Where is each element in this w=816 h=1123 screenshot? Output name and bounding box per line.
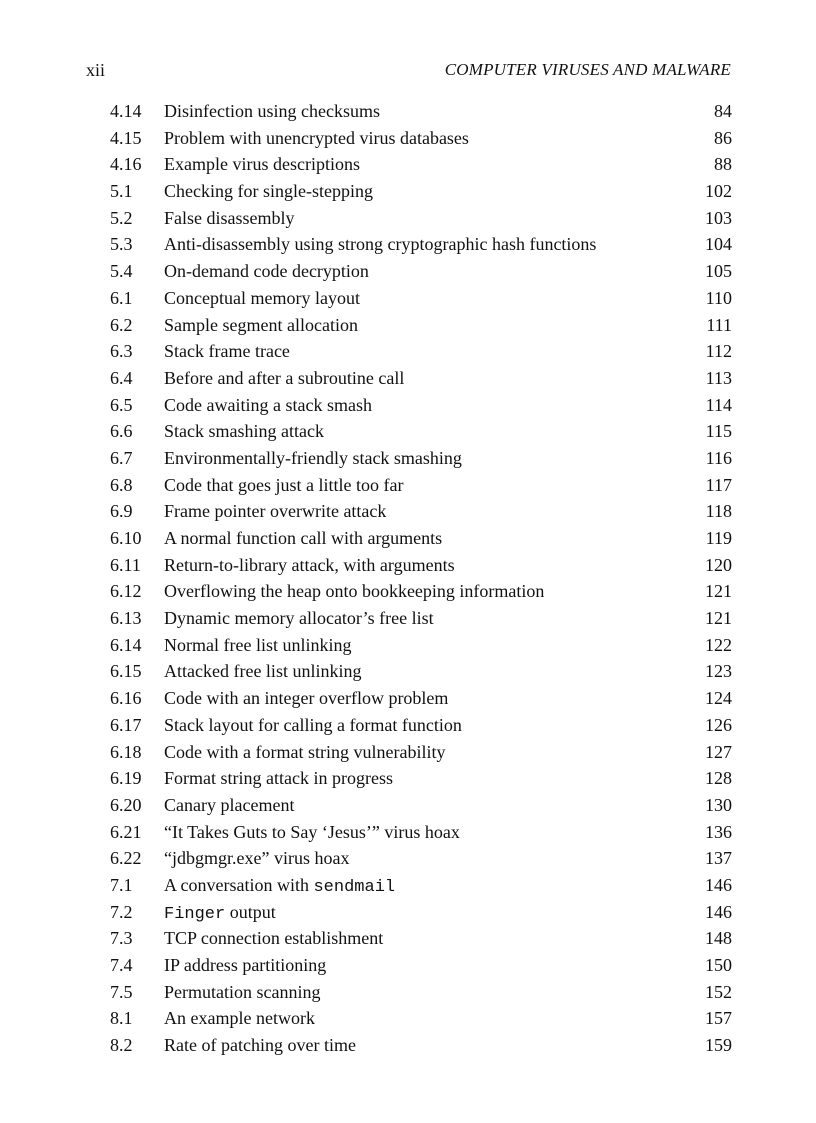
figure-title: False disassembly [164,207,295,228]
figure-title: Frame pointer overwrite attack [164,501,387,522]
list-item [86,552,732,579]
list-item [86,472,732,499]
page-reference: 148 [705,928,732,949]
page-reference: 146 [705,901,732,922]
figure-number: 6.15 [110,661,142,682]
list-item [86,578,732,605]
page-reference: 102 [705,181,732,202]
figure-title: Conceptual memory layout [164,287,360,308]
list-item [86,525,732,552]
figure-title: Stack frame trace [164,341,290,362]
list-item [86,739,732,766]
figure-number: 6.7 [110,447,133,468]
list-item [86,632,732,659]
figure-number: 5.4 [110,261,133,282]
figure-title: “It Takes Guts to Say ‘Jesus’” virus hoax [164,821,460,842]
page-reference: 136 [705,821,732,842]
page-header [86,60,731,86]
figure-title: Normal free list unlinking [164,634,352,655]
figure-number: 6.17 [110,714,142,735]
page-reference: 103 [705,207,732,228]
figure-title: Overflowing the heap onto bookkeeping information [164,581,545,602]
list-item [86,685,732,712]
figure-title: Checking for single-stepping [164,181,373,202]
list-item [86,258,732,285]
list-item [86,338,732,365]
figure-number: 6.18 [110,741,142,762]
figure-title: Format string attack in progress [164,768,393,789]
figure-title-text: A conversation with [164,874,314,895]
figure-number: 6.13 [110,608,142,629]
figure-number: 6.11 [110,554,141,575]
page-reference: 113 [705,367,732,388]
list-item [86,952,732,979]
list-item [86,792,732,819]
page-reference: 114 [705,394,732,415]
page-reference: 117 [705,474,732,495]
list-item [86,445,732,472]
page-reference: 159 [705,1035,732,1056]
command-name: Finger [164,904,226,924]
figure-title: Rate of patching over time [164,1035,356,1056]
figure-number: 7.4 [110,955,133,975]
figure-number: 6.3 [110,341,133,362]
figure-number: 6.22 [110,848,142,869]
page-reference: 105 [705,261,732,282]
figure-title: “jdbgmgr.exe” virus hoax [164,848,350,869]
list-item [86,178,732,205]
list-item [86,765,732,792]
list-item [86,1005,732,1032]
list-item [86,151,732,178]
figure-title: Disinfection using checksums [164,101,380,121]
list-item [86,98,732,125]
figure-number: 6.4 [110,367,133,388]
figure-number: 7.1 [110,874,133,895]
figure-number: 6.19 [110,768,142,789]
page-reference: 146 [705,874,732,895]
figure-number: 6.12 [110,581,142,602]
page-reference: 119 [705,528,732,548]
page-reference: 127 [705,741,732,762]
figure-number: 6.1 [110,287,133,308]
figure-title: Sample segment allocation [164,314,358,335]
figure-number: 7.3 [110,928,133,949]
figure-title: Anti-disassembly using strong cryptographic hash functions [164,234,597,255]
page-reference: 122 [705,634,732,655]
page-reference: 110 [705,287,732,308]
figure-number: 6.9 [110,501,133,522]
figure-title: Code that goes just a little too far [164,474,404,495]
page-reference: 88 [714,154,732,175]
page-reference: 124 [705,688,732,709]
list-item [86,125,732,152]
figure-number: 5.2 [110,207,133,228]
figure-title: Environmentally-friendly stack smashing [164,447,462,468]
figure-title: Code with a format string vulnerability [164,741,446,762]
figure-title: Dynamic memory allocator’s free list [164,608,434,629]
figure-title: A normal function call with arguments [164,528,443,548]
page-reference: 104 [705,234,732,255]
figure-title: Permutation scanning [164,981,321,1002]
page-reference: 116 [705,447,732,468]
figure-title: Attacked free list unlinking [164,661,362,682]
figure-number: 5.1 [110,181,133,202]
figure-number: 6.8 [110,474,133,495]
figure-number: 6.5 [110,394,133,415]
figure-number: 6.10 [110,528,142,548]
figure-number: 6.6 [110,421,133,442]
figure-number: 6.20 [110,794,142,815]
figure-title: Code awaiting a stack smash [164,394,372,415]
list-item [86,498,732,525]
page-reference: 121 [705,608,732,629]
page-reference: 126 [705,714,732,735]
page-reference: 111 [706,314,732,335]
running-title: COMPUTER VIRUSES AND MALWARE [444,60,731,79]
page-reference: 152 [705,981,732,1002]
figure-number: 7.5 [110,981,133,1002]
page-reference: 115 [705,421,732,442]
list-item [86,845,732,872]
figure-title: An example network [164,1008,315,1029]
list-item [86,205,732,232]
figure-title: Example virus descriptions [164,154,360,175]
list-item [86,925,732,952]
figure-number: 6.16 [110,688,142,709]
figure-title [164,872,395,902]
list-item [86,365,732,392]
figure-title: Canary placement [164,794,295,815]
list-item [86,285,732,312]
figure-title: Problem with unencrypted virus databases [164,127,469,148]
page-reference: 123 [705,661,732,682]
figure-number: 7.2 [110,901,133,922]
figure-title-text: output [225,901,276,922]
figure-number: 6.14 [110,634,142,655]
figure-title: TCP connection establishment [164,928,384,949]
list-item [86,819,732,846]
page-reference: 86 [714,127,732,148]
figure-title: Code with an integer overflow problem [164,688,449,709]
list-item [86,231,732,258]
figure-title: Stack layout for calling a format function [164,714,462,735]
page-reference: 112 [705,341,732,362]
page-reference: 157 [705,1008,732,1029]
list-item [86,1032,732,1059]
figure-title: On-demand code decryption [164,261,369,282]
figure-title: Stack smashing attack [164,421,324,442]
list-item [86,658,732,685]
figure-number: 6.2 [110,314,133,335]
figure-number: 4.15 [110,127,142,148]
page-reference: 128 [705,768,732,789]
page-reference: 121 [705,581,732,602]
figure-title: Return-to-library attack, with arguments [164,554,455,575]
figure-title: Before and after a subroutine call [164,367,405,388]
list-item [86,979,732,1006]
list-item [86,312,732,339]
command-name: sendmail [313,877,396,897]
list-item [86,392,732,419]
page-reference: 150 [705,955,732,975]
page-reference: 118 [705,501,732,522]
list-item [86,899,732,926]
figure-number: 8.1 [110,1008,133,1029]
figure-title: IP address partitioning [164,955,327,975]
list-item [86,418,732,445]
page-number: xii [86,60,106,80]
list-item [86,605,732,632]
figure-number: 4.16 [110,154,142,175]
figure-number: 8.2 [110,1035,133,1056]
page-reference: 120 [705,554,732,575]
figure-number: 6.21 [110,821,142,842]
figure-title [164,899,276,929]
page-reference: 84 [714,101,732,121]
page-reference: 130 [705,794,732,815]
list-of-figures [86,98,732,1059]
list-item [86,872,732,899]
list-item [86,712,732,739]
page-reference: 137 [705,848,732,869]
figure-number: 4.14 [110,101,142,121]
figure-number: 5.3 [110,234,133,255]
